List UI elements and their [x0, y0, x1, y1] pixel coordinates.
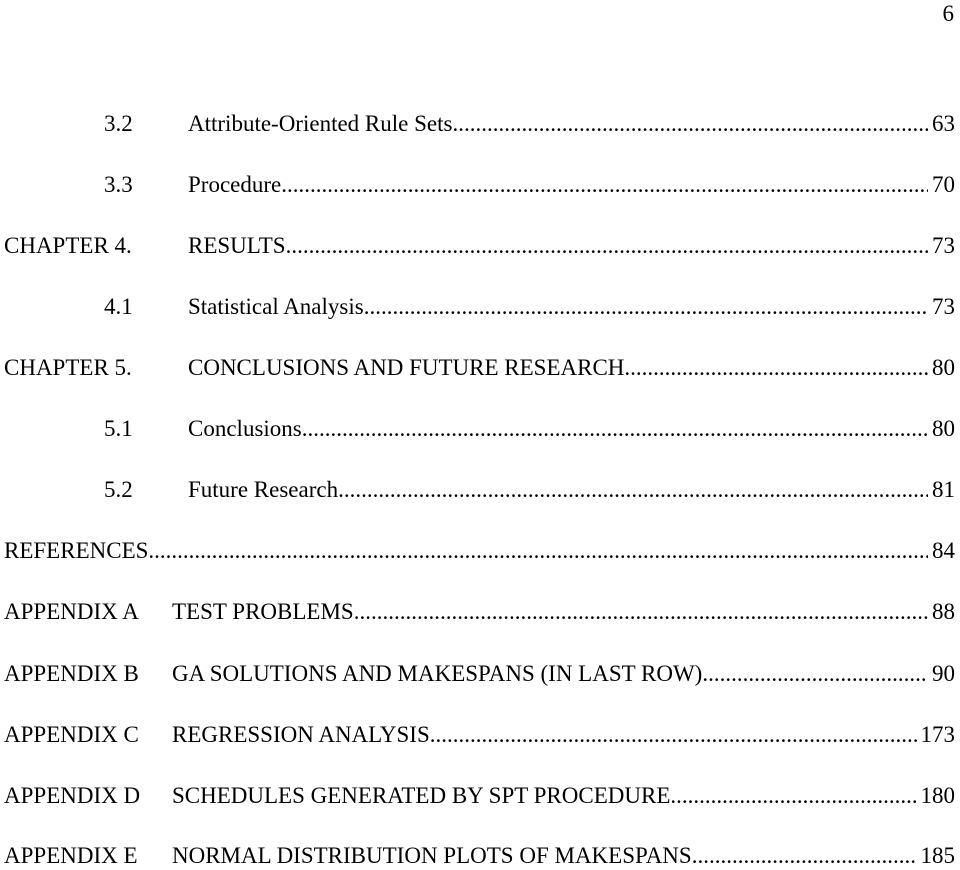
entry-page: 63 — [932, 111, 955, 136]
entry-title: NORMAL DISTRIBUTION PLOTS OF MAKESPANS — [172, 843, 692, 868]
entry-title: SCHEDULES GENERATED BY SPT PROCEDURE — [172, 783, 671, 808]
toc-entry-appendix-d — [4, 782, 955, 810]
entry-page: 81 — [932, 477, 955, 502]
dot-leader — [364, 293, 928, 321]
toc-entry-3-2 — [4, 110, 955, 138]
entry-title: RESULTS — [188, 233, 286, 258]
entry-title: REGRESSION ANALYSIS — [172, 722, 430, 747]
entry-label: APPENDIX E — [4, 843, 138, 868]
entry-page: 70 — [932, 172, 955, 197]
dot-leader — [452, 110, 928, 138]
entry-label: 3.3 — [104, 172, 133, 197]
dot-leader — [286, 232, 928, 260]
entry-page: 185 — [920, 843, 955, 868]
entry-title: CONCLUSIONS AND FUTURE RESEARCH — [188, 355, 625, 380]
entry-label: 4.1 — [104, 294, 133, 319]
dot-leader — [692, 842, 917, 870]
entry-page: 80 — [932, 355, 955, 380]
toc-entry-4-1 — [4, 293, 955, 321]
entry-title: Statistical Analysis — [188, 294, 364, 319]
dot-leader — [302, 415, 928, 443]
toc-entry-appendix-c — [4, 721, 955, 749]
entry-label: 3.2 — [104, 111, 133, 136]
entry-page: 80 — [932, 416, 955, 441]
dot-leader — [430, 721, 917, 749]
toc-entry-5-1 — [4, 415, 955, 443]
entry-page: 84 — [932, 538, 955, 563]
entry-label: APPENDIX D — [4, 783, 141, 808]
dot-leader — [624, 354, 928, 382]
entry-title: REFERENCES — [4, 538, 149, 563]
entry-page: 173 — [920, 722, 955, 747]
toc-entry-5-2 — [4, 476, 955, 504]
dot-leader — [354, 598, 928, 626]
entry-label: CHAPTER 4. — [4, 233, 132, 258]
entry-page: 73 — [932, 294, 955, 319]
toc-entry-3-3 — [4, 171, 955, 199]
toc-entry-appendix-e — [4, 842, 955, 870]
entry-title: GA SOLUTIONS AND MAKESPANS (IN LAST ROW) — [172, 661, 703, 686]
entry-label: 5.2 — [104, 477, 133, 502]
dot-leader — [338, 476, 928, 504]
toc-entry-appendix-b — [4, 660, 955, 688]
entry-title: TEST PROBLEMS — [172, 599, 354, 624]
page-number: 6 — [942, 1, 954, 26]
toc-entry-appendix-a — [4, 598, 955, 626]
entry-label: CHAPTER 5. — [4, 355, 132, 380]
entry-label: APPENDIX A — [4, 599, 139, 624]
entry-page: 88 — [932, 599, 955, 624]
entry-page: 180 — [920, 783, 955, 808]
dot-leader — [702, 660, 928, 688]
entry-title: Future Research — [188, 477, 339, 502]
toc-entry-references — [4, 537, 955, 565]
dot-leader — [281, 171, 928, 199]
toc-entry-chapter-4 — [4, 232, 955, 260]
entry-title: Attribute-Oriented Rule Sets — [188, 111, 453, 136]
entry-label: APPENDIX C — [4, 722, 139, 747]
entry-label: 5.1 — [104, 416, 133, 441]
dot-leader — [670, 782, 916, 810]
entry-title: Procedure — [188, 172, 282, 197]
entry-title: Conclusions — [188, 416, 302, 441]
dot-leader — [148, 537, 928, 565]
entry-page: 73 — [932, 233, 955, 258]
toc-entry-chapter-5 — [4, 354, 955, 382]
entry-label: APPENDIX B — [4, 661, 139, 686]
entry-page: 90 — [932, 661, 955, 686]
